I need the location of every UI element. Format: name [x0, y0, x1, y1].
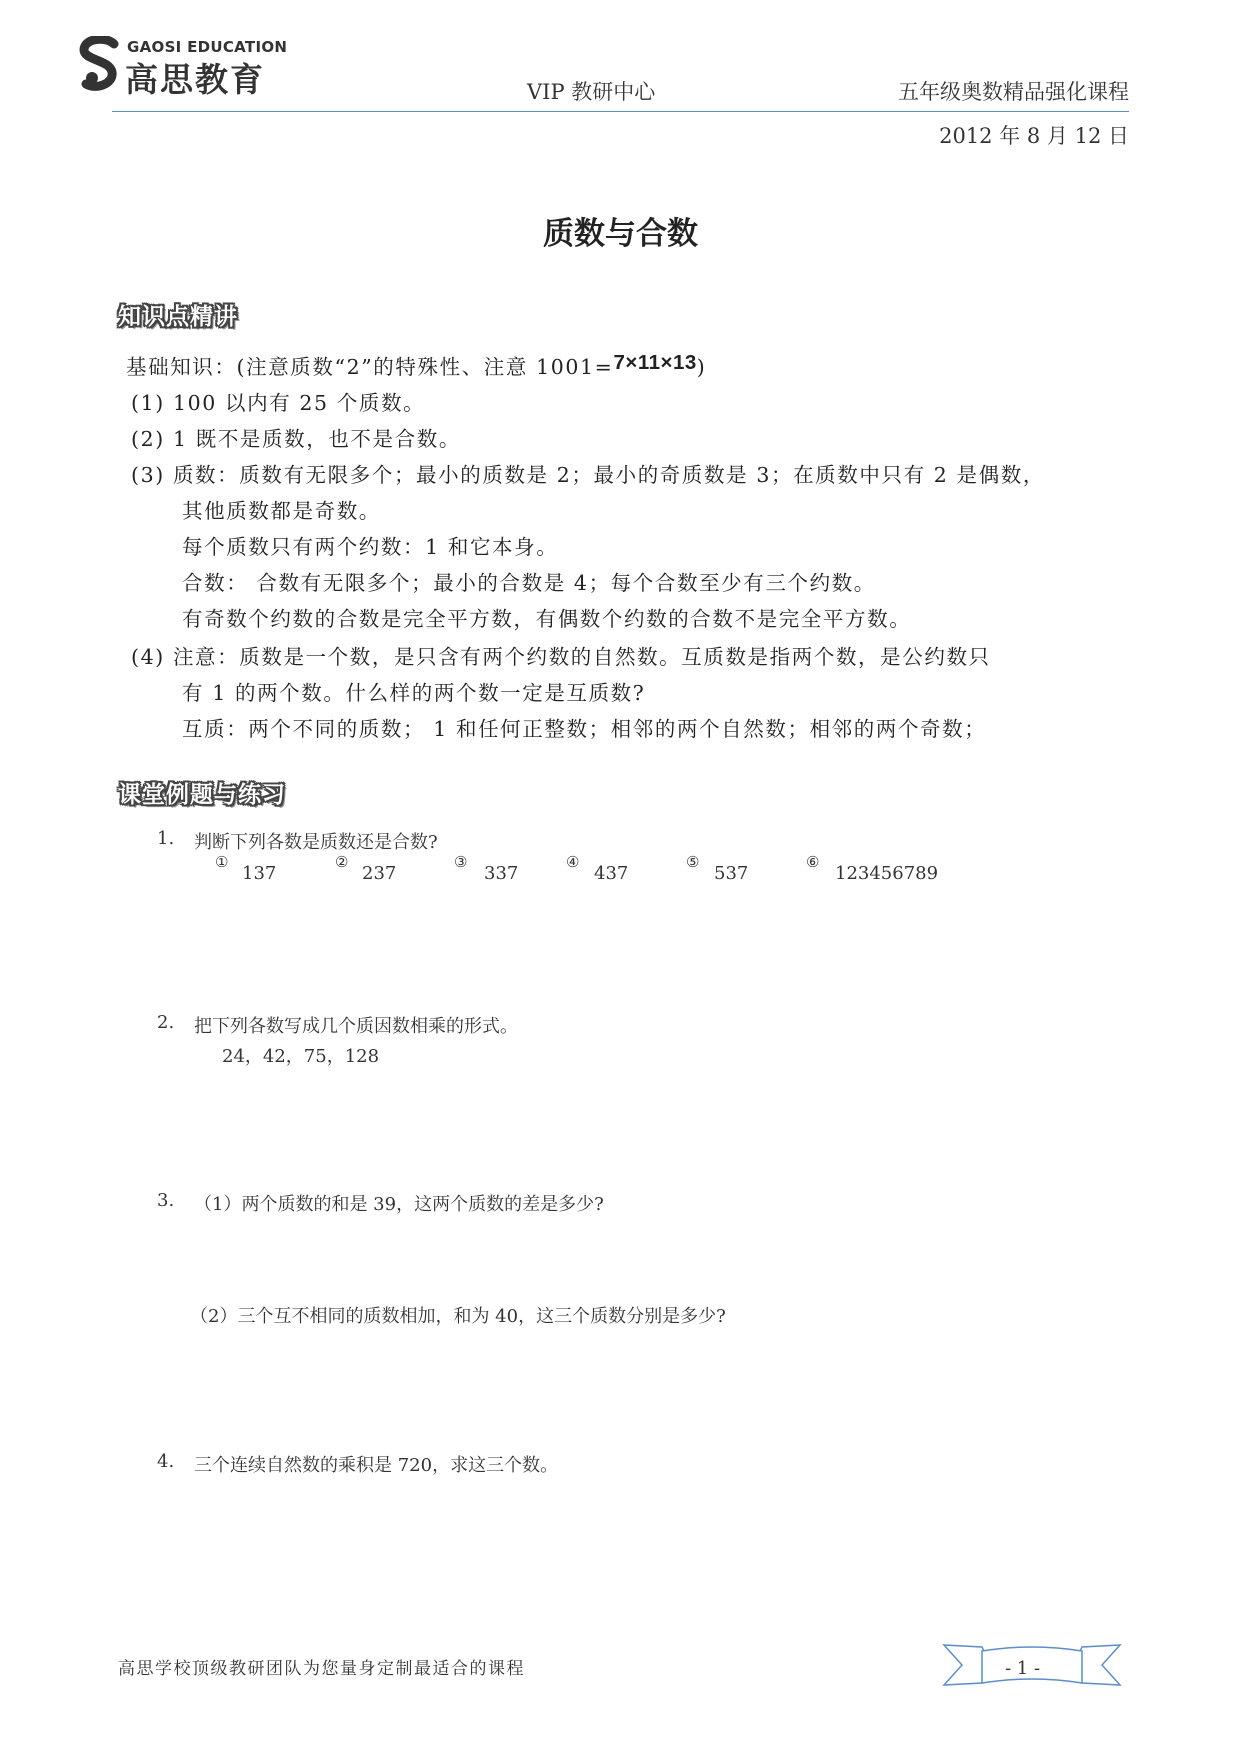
q1-value-4: 437 — [594, 863, 629, 884]
question-4-number: 4. — [157, 1451, 175, 1472]
page-number: - 1 - — [1005, 1658, 1041, 1679]
question-2-text: 把下列各数写成几个质因数相乘的形式。 — [194, 1016, 518, 1037]
intro-close: ) — [696, 355, 707, 379]
section-heading-knowledge: 知识点精讲 — [118, 304, 238, 330]
q1-value-2: 237 — [362, 863, 397, 884]
question-3-part-1: （1）两个质数的和是 39，这两个质数的差是多少? — [194, 1194, 604, 1215]
question-2-number: 2. — [157, 1012, 175, 1033]
header-center-text: VIP 教研中心 — [527, 80, 656, 104]
q1-value-5: 537 — [714, 863, 749, 884]
page-title: 质数与合数 — [543, 216, 698, 252]
q1-mark-1: ① — [215, 853, 229, 871]
knowledge-item-3-square: 有奇数个约数的合数是完全平方数，有偶数个约数的合数不是完全平方数。 — [182, 607, 912, 631]
question-1-number: 1. — [157, 828, 175, 849]
question-4-text: 三个连续自然数的乘积是 720，求这三个数。 — [194, 1455, 559, 1476]
header-divider — [112, 111, 1129, 112]
question-3-number: 3. — [157, 1190, 175, 1211]
q1-mark-6: ⑥ — [806, 853, 820, 871]
q1-value-6: 123456789 — [835, 863, 939, 884]
q1-value-3: 337 — [484, 863, 519, 884]
knowledge-item-3-composite: 合数： 合数有无限多个；最小的合数是 4；每个合数至少有三个约数。 — [182, 571, 876, 595]
document-date: 2012 年 8 月 12 日 — [939, 124, 1129, 148]
knowledge-item-3-cont: 其他质数都是奇数。 — [182, 499, 381, 523]
knowledge-item-3-prime-divisors: 每个质数只有两个约数：1 和它本身。 — [182, 535, 559, 559]
question-3-part-2: （2）三个互不相同的质数相加，和为 40，这三个质数分别是多少? — [190, 1306, 726, 1327]
knowledge-item-3: (3) 质数：质数有无限多个；最小的质数是 2；最小的奇质数是 3；在质数中只有 2 是偶数， — [131, 463, 1045, 487]
footer-slogan: 高思学校顶级教研团队为您量身定制最适合的课程 — [118, 1659, 525, 1679]
knowledge-item-1: (1) 100 以内有 25 个质数。 — [131, 391, 426, 415]
question-2-values: 24，42，75，128 — [222, 1046, 380, 1067]
question-1-text: 判断下列各数是质数还是合数? — [194, 832, 438, 853]
knowledge-item-4-cont: 有 1 的两个数。什么样的两个数一定是互质数? — [182, 681, 646, 705]
knowledge-item-4: (4) 注意：质数是一个数，是只含有两个约数的自然数。互质数是指两个数，是公约数只 — [131, 645, 991, 669]
intro-formula: 7×11×13 — [613, 351, 697, 374]
q1-mark-3: ③ — [454, 853, 468, 871]
q1-mark-4: ④ — [566, 853, 580, 871]
knowledge-item-4-coprime: 互质：两个不同的质数； 1 和任何正整数；相邻的两个自然数；相邻的两个奇数； — [182, 717, 987, 741]
section-heading-examples: 课堂例题与练习 — [118, 782, 286, 808]
q1-value-1: 137 — [242, 863, 277, 884]
logo-text-cn: 高思教育 — [125, 60, 265, 99]
intro-line — [126, 350, 706, 380]
header-course-title: 五年级奥数精品强化课程 — [898, 80, 1129, 104]
intro-text: 基础知识：(注意质数“2”的特殊性、注意 1001= — [126, 355, 614, 379]
knowledge-item-2: (2) 1 既不是质数，也不是合数。 — [131, 427, 461, 451]
q1-mark-5: ⑤ — [686, 853, 700, 871]
gaosi-logo-icon — [76, 36, 122, 92]
logo-text-en: GAOSI EDUCATION — [127, 38, 288, 56]
q1-mark-2: ② — [335, 853, 349, 871]
